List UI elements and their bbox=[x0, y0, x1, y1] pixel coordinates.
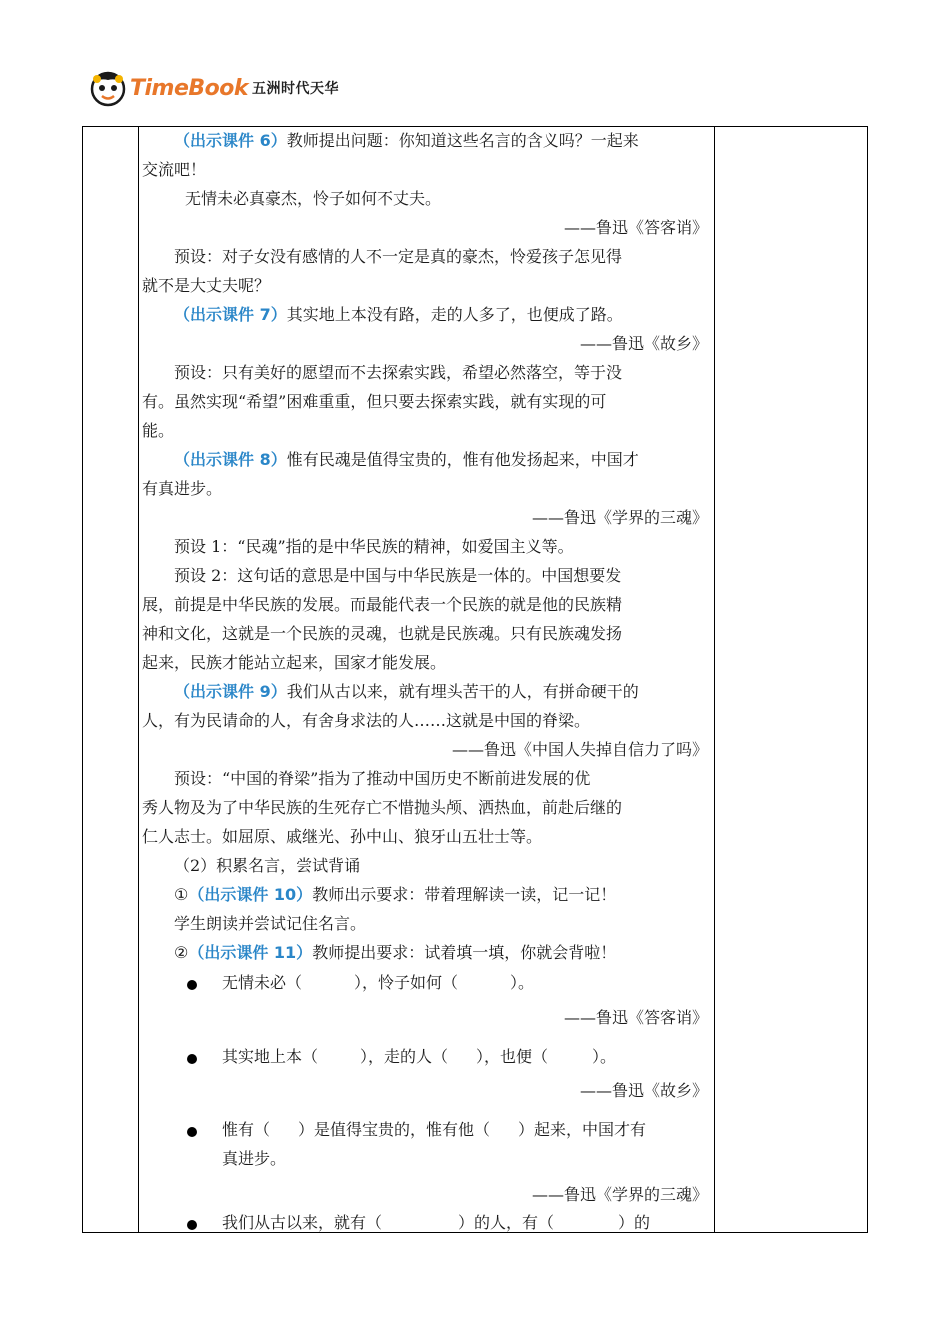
content-line: 仁人志士。如屈原、戚继光、孙中山、狼牙山五壮士等。 bbox=[142, 827, 543, 846]
content-line: 预设：对子女没有感情的人不一定是真的豪杰，怜爱孩子怎见得 bbox=[174, 247, 623, 266]
quote-source: ——鲁迅《学界的三魂》 bbox=[531, 508, 708, 527]
table-column-divider-left bbox=[138, 127, 139, 1232]
courseware-tag: （出示课件 11） bbox=[188, 943, 313, 962]
content-line: 展，前提是中华民族的发展。而最能代表一个民族的就是他的民族精 bbox=[142, 595, 623, 614]
content-line: 真进步。 bbox=[222, 1149, 287, 1168]
quote-source: ——鲁迅《答客诮》 bbox=[563, 1008, 708, 1027]
fill-blank-item: 无情未必（ ），怜子如何（ ）。 bbox=[142, 969, 708, 997]
content-line: ②（出示课件 11）教师提出要求：试着填一填，你就会背啦！ bbox=[174, 943, 617, 962]
quote-line: 无情未必真豪杰，怜子如何不丈夫。 bbox=[185, 189, 442, 208]
courseware-tag: （出示课件 10） bbox=[188, 885, 313, 904]
courseware-tag: （出示课件 8） bbox=[174, 450, 287, 469]
quote-source: ——鲁迅《故乡》 bbox=[579, 1081, 708, 1100]
content-line: 能。 bbox=[142, 421, 175, 440]
fill-blank-item: 我们从古以来，就有（ ）的人，有（ ）的 bbox=[142, 1209, 708, 1237]
fill-blank-item: 惟有（ ）是值得宝贵的，惟有他（ ）起来，中国才有 bbox=[142, 1116, 708, 1144]
content-line: 就不是大丈夫呢？ bbox=[142, 276, 271, 295]
bullet-icon bbox=[187, 980, 197, 990]
quote-source: ——鲁迅《中国人失掉自信力了吗》 bbox=[451, 740, 708, 759]
table-column-divider-right bbox=[714, 127, 715, 1232]
timebook-mascot-icon bbox=[88, 68, 128, 108]
quote-source: ——鲁迅《答客诮》 bbox=[563, 218, 708, 237]
content-line: 秀人物及为了中华民族的生死存亡不惜抛头颅、洒热血，前赴后继的 bbox=[142, 798, 623, 817]
quote-source: ——鲁迅《故乡》 bbox=[579, 334, 708, 353]
bullet-icon bbox=[187, 1054, 197, 1064]
bullet-icon bbox=[187, 1127, 197, 1137]
content-line: 起来，民族才能站立起来，国家才能发展。 bbox=[142, 653, 447, 672]
content-line: 预设：只有美好的愿望而不去探索实践，希望必然落空，等于没 bbox=[174, 363, 623, 382]
quote-source: ——鲁迅《学界的三魂》 bbox=[531, 1185, 708, 1204]
fill-blank-item: 其实地上本（ ），走的人（ ），也便（ ）。 bbox=[142, 1043, 708, 1071]
lesson-table bbox=[82, 126, 868, 1233]
content-line: 神和文化，这就是一个民族的灵魂，也就是民族魂。只有民族魂发扬 bbox=[142, 624, 623, 643]
content-line: （出示课件 8）惟有民魂是值得宝贵的，惟有他发扬起来，中国才 bbox=[174, 450, 639, 469]
courseware-tag: （出示课件 6） bbox=[174, 131, 287, 150]
content-line: 人，有为民请命的人，有舍身求法的人……这就是中国的脊梁。 bbox=[142, 711, 591, 730]
brand-name-cn: 五洲时代天华 bbox=[252, 81, 340, 97]
content-line: （出示课件 7）其实地上本没有路，走的人多了，也便成了路。 bbox=[174, 305, 623, 324]
brand-name-en: TimeBook bbox=[130, 75, 249, 101]
bullet-icon bbox=[187, 1220, 197, 1230]
content-line: 有。虽然实现“希望”困难重重，但只要去探索实践，就有实现的可 bbox=[142, 392, 607, 411]
content-line: 预设 1：“民魂”指的是中华民族的精神，如爱国主义等。 bbox=[174, 537, 574, 556]
content-line: 交流吧！ bbox=[142, 160, 207, 179]
content-line: 预设：“中国的脊梁”指为了推动中国历史不断前进发展的优 bbox=[174, 769, 591, 788]
courseware-tag: （出示课件 9） bbox=[174, 682, 287, 701]
content-line: 预设 2：这句话的意思是中国与中华民族是一体的。中国想要发 bbox=[174, 566, 622, 585]
content-line: （出示课件 9）我们从古以来，就有埋头苦干的人，有拼命硬干的 bbox=[174, 682, 639, 701]
content-line: 学生朗读并尝试记住名言。 bbox=[174, 914, 367, 933]
content-line: （出示课件 6）教师提出问题：你知道这些名言的含义吗？一起来 bbox=[174, 131, 639, 150]
content-line: 有真进步。 bbox=[142, 479, 223, 498]
section-heading: （2）积累名言，尝试背诵 bbox=[174, 856, 361, 875]
content-line: ①（出示课件 10）教师出示要求：带着理解读一读，记一记！ bbox=[174, 885, 617, 904]
courseware-tag: （出示课件 7） bbox=[174, 305, 287, 324]
timebook-logo bbox=[88, 68, 339, 108]
